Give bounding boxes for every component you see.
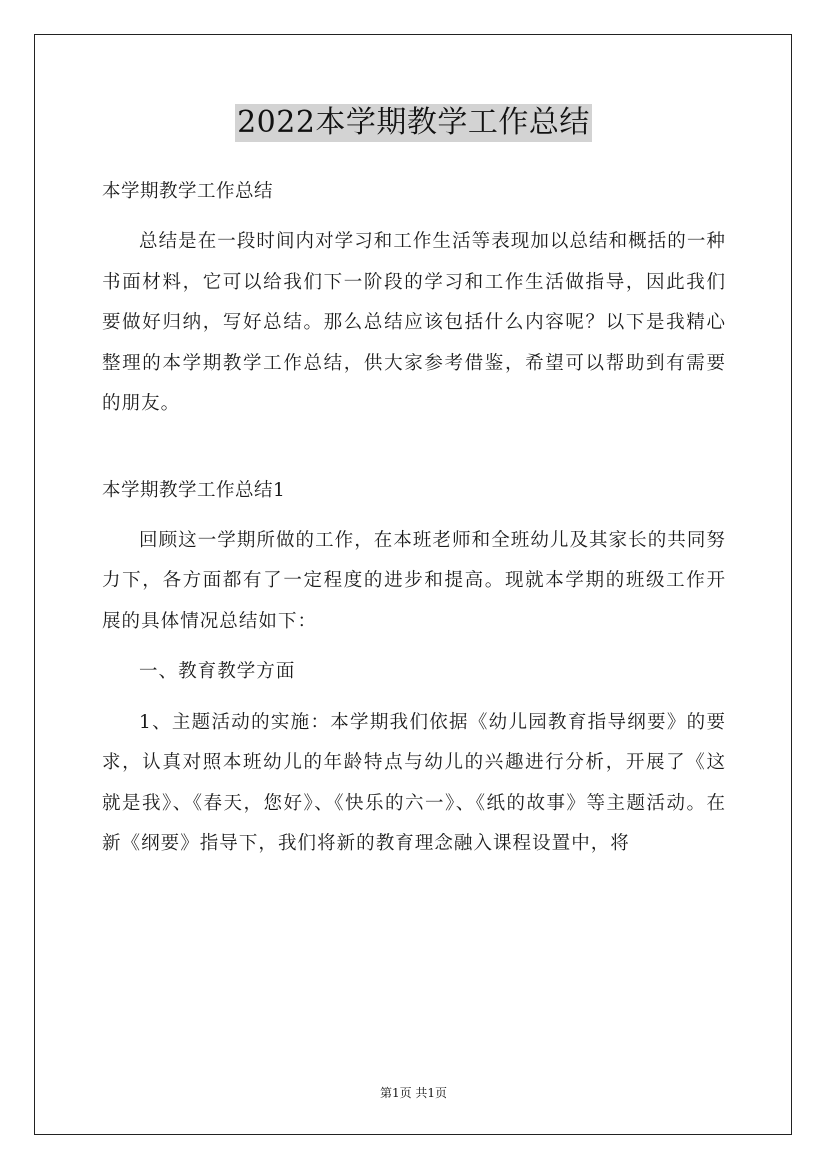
document-subtitle: 本学期教学工作总结 (102, 181, 274, 202)
title-container (0, 104, 827, 142)
spacer (102, 693, 726, 703)
document-body (102, 172, 726, 865)
section-1-paragraph-2: 1、主题活动的实施：本学期我们依据《幼儿园教育指导纲要》的要求，认真对照本班幼儿的年龄特点与幼儿的兴趣进行分析，开展了《这就是我》、《春天，您好》、《快乐的六一》、《纸的故事》等主题活动。在新《纲要》指导下，我们将新的教育理念融入课程设置中，将 (102, 711, 726, 854)
section-heading-1: 本学期教学工作总结1 (102, 479, 286, 501)
section-1-paragraph-1: 回顾这一学期所做的工作，在本班老师和全班幼儿及其家长的共同努力下，各方面都有了一定程度的进步和提高。现就本学期的班级工作开展的具体情况总结如下： (102, 529, 726, 632)
page-footer (0, 1085, 827, 1101)
spacer (102, 212, 726, 222)
section-1-subheading: 一、教育教学方面 (139, 661, 296, 682)
spacer (102, 642, 726, 652)
page-number: 第1页 共1页 (379, 1086, 448, 1100)
intro-paragraph: 总结是在一段时间内对学习和工作生活等表现加以总结和概括的一种书面材料，它可以给我们下一阶段的学习和工作生活做指导，因此我们要做好归纳，写好总结。那么总结应该包括什么内容呢？以下是我精心整理的本学期教学工作总结，供大家参考借鉴，希望可以帮助到有需要的朋友。 (102, 231, 726, 414)
spacer (102, 425, 726, 471)
spacer (102, 511, 726, 521)
document-title: 2022本学期教学工作总结 (237, 105, 590, 140)
